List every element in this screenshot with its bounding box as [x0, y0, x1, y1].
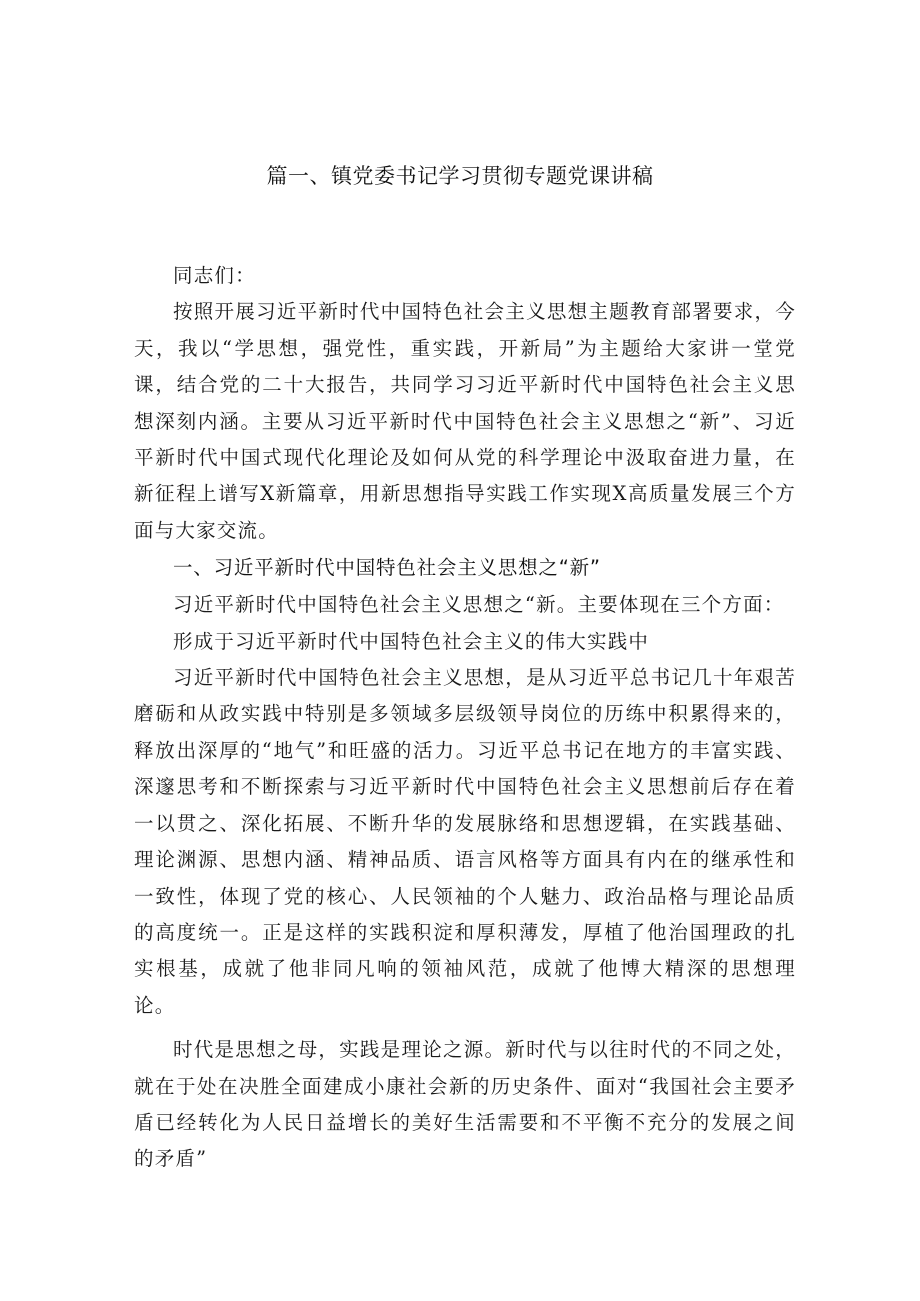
body-paragraph-1: 习近平新时代中国特色社会主义思想，是从习近平总书记几十年艰苦磨砺和从政实践中特别是多领域多层级领导岗位的历练中积累得来的，释放出深厚的“地气”和旺盛的活力。习近平总书记在地方的丰富实践、深邃思考和不断探索与习近平新时代中国特色社会主义思想前后存在着一以贯之、深化拓展、不断升华的发展脉络和思想逻辑，在实践基础、理论渊源、思想内涵、精神品质、语言风格等方面具有内在的继承性和一致性，体现了党的核心、人民领袖的个人魅力、政治品格与理论品质的高度统一。正是这样的实践积淀和厚积薄发，厚植了他治国理政的扎实根基，成就了他非同凡响的领袖风范，成就了他博大精深的思想理论。: [134, 666, 796, 1017]
document-title: 篇一、镇党委书记学习贯彻专题党课讲稿: [266, 164, 654, 188]
section-lead-paragraph: 习近平新时代中国特色社会主义思想之“新。主要体现在三个方面：: [173, 593, 785, 617]
document-body: [134, 258, 796, 1178]
body-paragraph-2: 时代是思想之母，实践是理论之源。新时代与以往时代的不同之处，就在于处在决胜全面建成小康社会新的历史条件、面对“我国社会主要矛盾已经转化为人民日益增长的美好生活需要和不平衡不充分的发展之间的矛盾”: [134, 1038, 796, 1171]
section-heading-1: 一、习近平新时代中国特色社会主义思想之“新”: [173, 556, 601, 580]
subsection-heading-1: 形成于习近平新时代中国特色社会主义的伟大实践中: [173, 629, 650, 653]
intro-paragraph: 按照开展习近平新时代中国特色社会主义思想主题教育部署要求，今天，我以“学思想，强党性，重实践，开新局”为主题给大家讲一堂党课，结合党的二十大报告，共同学习习近平新时代中国特色社会主义思想深刻内涵。主要从习近平新时代中国特色社会主义思想之“新”、习近平新时代中国式现代化理论及如何从党的科学理论中汲取奋进力量，在新征程上谱写X新篇章，用新思想指导实践工作实现X高质量发展三个方面与大家交流。: [134, 300, 796, 542]
salutation: 同志们：: [173, 264, 256, 287]
